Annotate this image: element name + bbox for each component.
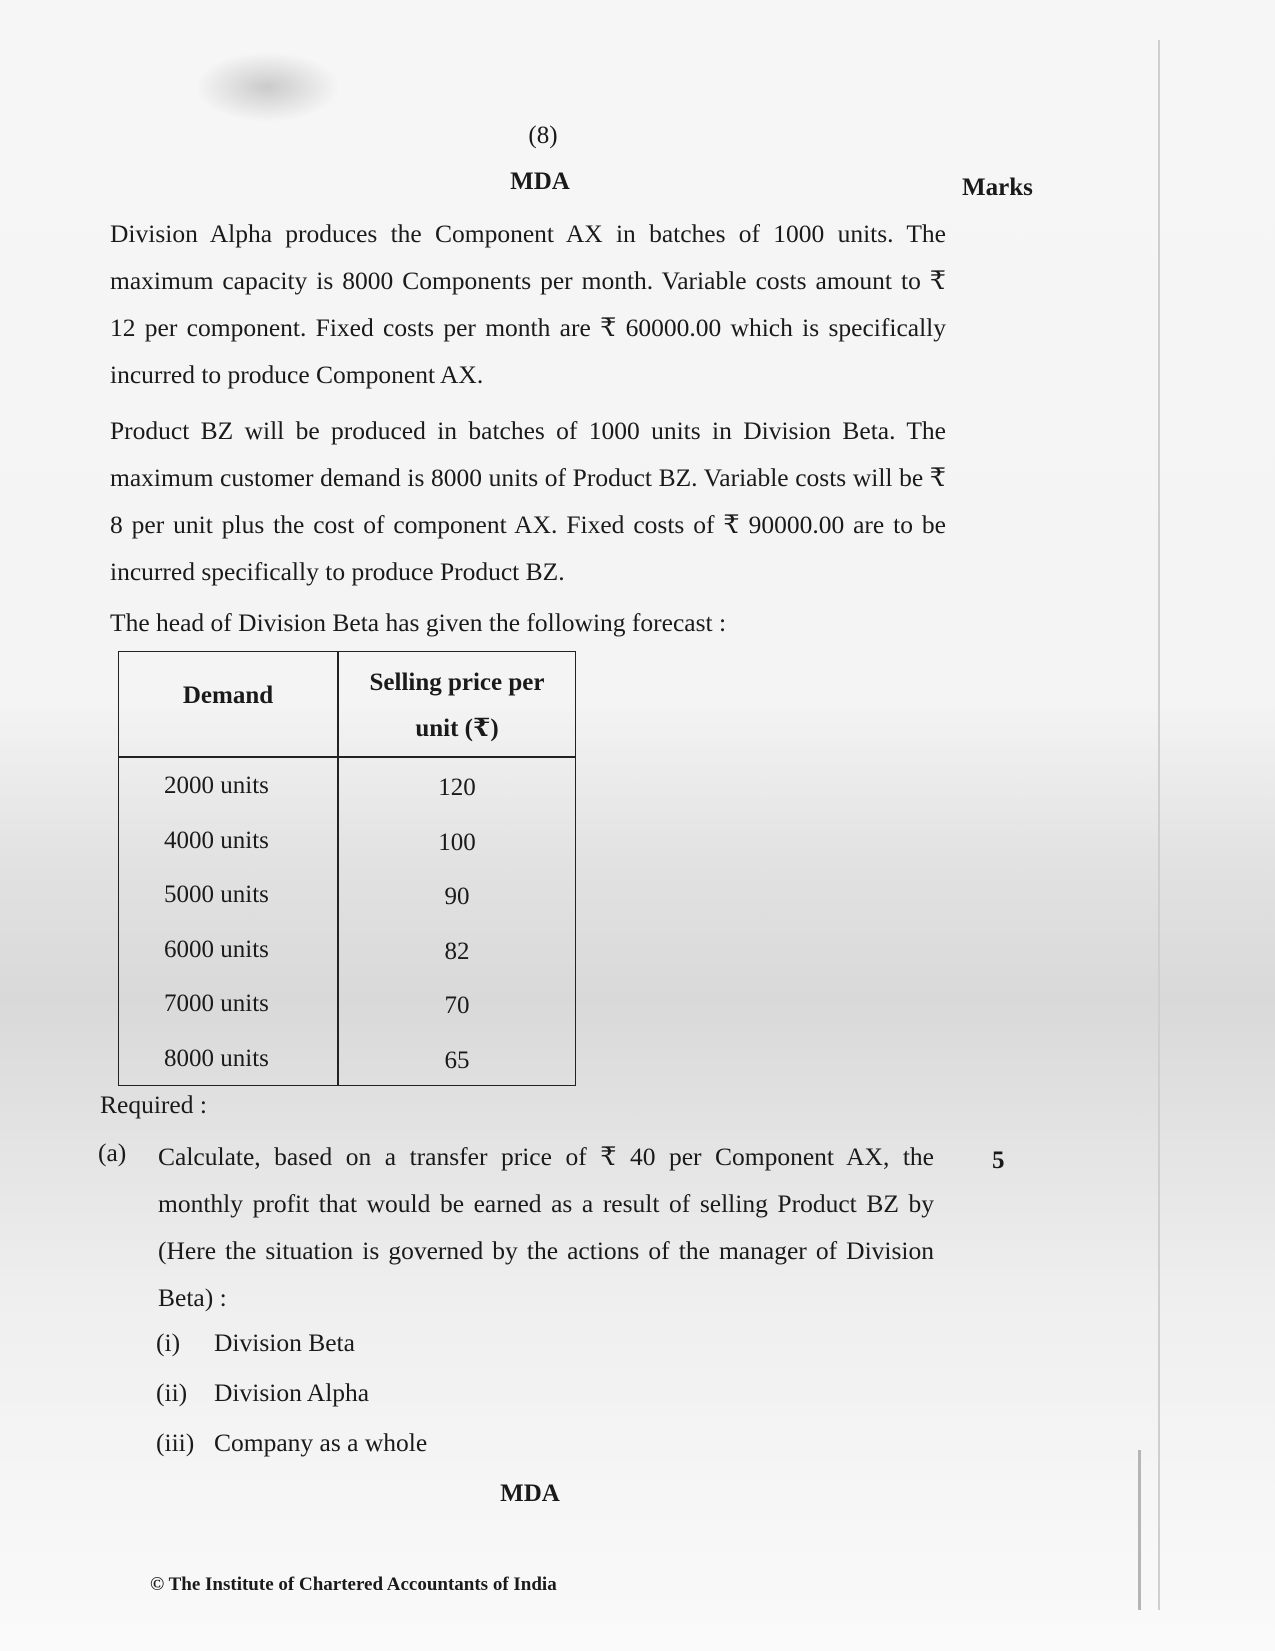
paragraph-forecast-intro: The head of Division Beta has given the following forecast : <box>110 608 727 637</box>
demand-cell: 2000 units <box>164 772 269 799</box>
subject-code-footer: MDA <box>500 1480 560 1507</box>
demand-cell: 4000 units <box>164 826 269 854</box>
price-cell: 65 <box>444 1046 470 1074</box>
forecast-table <box>118 651 576 1086</box>
subitem-label: (iii) <box>156 1428 195 1457</box>
subitem-text: Division Alpha <box>214 1378 370 1407</box>
subitem-text: Division Beta <box>214 1328 355 1357</box>
table-row <box>119 873 575 928</box>
question-label: (a) <box>98 1138 127 1167</box>
price-cell: 90 <box>444 883 470 910</box>
subitem-label: (i) <box>156 1328 181 1357</box>
table-body <box>119 764 575 1091</box>
demand-cell: 5000 units <box>164 881 269 908</box>
table-row <box>119 928 575 983</box>
required-label: Required : <box>100 1090 207 1119</box>
price-cell: 70 <box>444 992 470 1019</box>
paragraph-product-bz: Product BZ will be produced in batches of 1000 units in Division Beta. The maximum customer demand is 8000 units of Product BZ. Variable costs will be ₹ 8 per unit plus the cost of component AX. Fixed costs of ₹ 90000.00 are to be incurred specifically to produce Product BZ. <box>110 416 946 586</box>
marks-column-label: Marks <box>962 174 1033 201</box>
copyright-footer: © The Institute of Chartered Accountants of India <box>150 1574 557 1595</box>
table-row <box>119 819 575 874</box>
demand-cell: 6000 units <box>164 935 269 963</box>
page-edge-mark <box>1138 1450 1141 1610</box>
demand-cell: 7000 units <box>164 990 269 1017</box>
question-marks: 5 <box>992 1147 1005 1174</box>
subitem-label: (ii) <box>156 1378 188 1407</box>
paragraph-division-alpha: Division Alpha produces the Component AX in batches of 1000 units. The maximum capacity is 8000 Components per month. Variable costs amount to ₹ 12 per component. Fixed costs per month are ₹ 60000.00 which is specifically incurred to produce Component AX. <box>110 219 946 389</box>
subject-code-header: MDA <box>510 168 570 195</box>
table-header-price-line1: Selling price per <box>369 669 545 696</box>
table-row <box>119 1037 575 1092</box>
table-header-price <box>339 660 575 752</box>
price-cell: 82 <box>444 937 470 965</box>
question-text: Calculate, based on a transfer price of ₹ 40 per Component AX, the monthly profit that would be earned as a result of selling Product BZ by (Here the situation is governed by the actions of the manager of Division Beta) : <box>158 1142 934 1312</box>
demand-cell: 8000 units <box>164 1044 269 1072</box>
price-cell: 120 <box>438 774 476 801</box>
page-number: (8) <box>528 122 558 149</box>
table-header-demand: Demand <box>182 682 274 709</box>
subitem-text: Company as a whole <box>214 1428 428 1457</box>
price-cell: 100 <box>438 828 476 856</box>
table-row <box>119 764 575 819</box>
table-row <box>119 982 575 1037</box>
table-header-price-line2: unit (₹) <box>415 715 499 742</box>
scan-smudge <box>195 52 340 122</box>
table-header-divider <box>119 756 575 758</box>
page-edge <box>1158 40 1160 1610</box>
